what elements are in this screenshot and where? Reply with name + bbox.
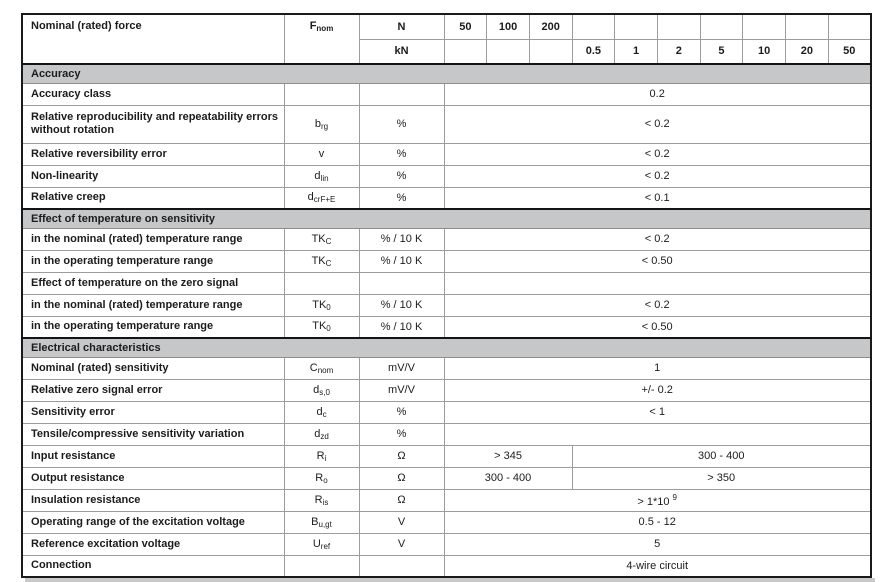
unit-n-cell: N xyxy=(359,14,444,39)
row-zero-signal-heading xyxy=(22,272,871,294)
row-input-resistance xyxy=(22,445,871,467)
section-title: Effect of temperature on sensitivity xyxy=(22,209,871,228)
force-col-kn-8: 10 xyxy=(743,39,786,64)
header-param-label: Nominal (rated) force xyxy=(22,14,284,64)
param-unit: % / 10 K xyxy=(359,316,444,338)
force-col-n-4 xyxy=(572,14,615,39)
param-symbol xyxy=(284,357,359,379)
spec-table xyxy=(21,13,872,578)
param-value-n-range: 300 - 400 xyxy=(444,467,572,489)
param-value: < 0.2 xyxy=(444,294,871,316)
param-value-kn-range: > 350 xyxy=(572,467,871,489)
row-tk-zero-operating xyxy=(22,316,871,338)
param-value: < 0.50 xyxy=(444,250,871,272)
force-col-n-1: 50 xyxy=(444,14,487,39)
force-col-kn-7: 5 xyxy=(700,39,743,64)
param-value: < 0.50 xyxy=(444,316,871,338)
param-value: < 0.2 xyxy=(444,105,871,143)
symbol-sub: lin xyxy=(320,173,329,183)
symbol-main: R xyxy=(314,493,323,506)
param-unit: V xyxy=(359,511,444,533)
row-reference-voltage xyxy=(22,533,871,555)
param-symbol xyxy=(284,533,359,555)
row-reversibility xyxy=(22,143,871,165)
symbol-main: d xyxy=(314,427,321,440)
param-value: < 1 xyxy=(444,401,871,423)
row-creep xyxy=(22,187,871,209)
param-label: Relative reversibility error xyxy=(22,143,284,165)
force-col-n-7 xyxy=(700,14,743,39)
force-col-n-6 xyxy=(657,14,700,39)
param-unit: Ω xyxy=(359,445,444,467)
header-symbol-cell xyxy=(284,14,359,64)
symbol-sub: i xyxy=(324,453,327,463)
param-symbol xyxy=(284,489,359,511)
param-symbol xyxy=(284,467,359,489)
force-col-n-9 xyxy=(786,14,829,39)
force-col-kn-3 xyxy=(529,39,572,64)
row-reproducibility xyxy=(22,105,871,143)
param-value: 5 xyxy=(444,533,871,555)
symbol-main: R xyxy=(316,449,325,462)
param-value: 0.2 xyxy=(444,83,871,105)
param-unit: % / 10 K xyxy=(359,294,444,316)
section-title: Electrical characteristics xyxy=(22,338,871,357)
param-symbol xyxy=(284,250,359,272)
param-unit: Ω xyxy=(359,489,444,511)
symbol-main: d xyxy=(314,169,321,182)
param-unit: % xyxy=(359,105,444,143)
force-col-n-10 xyxy=(828,14,871,39)
section-electrical xyxy=(22,338,871,357)
param-value xyxy=(444,423,871,445)
param-value xyxy=(444,272,871,294)
param-label: Relative zero signal error xyxy=(22,379,284,401)
param-symbol xyxy=(284,445,359,467)
param-value: 0.5 - 12 xyxy=(444,511,871,533)
row-tensile-variation xyxy=(22,423,871,445)
param-unit: mV/V xyxy=(359,357,444,379)
header-row-n xyxy=(22,14,871,39)
force-col-n-2: 100 xyxy=(487,14,530,39)
param-unit: % xyxy=(359,143,444,165)
symbol-sub: s,0 xyxy=(319,387,330,397)
param-symbol xyxy=(284,316,359,338)
param-symbol xyxy=(284,105,359,143)
symbol-sub: c xyxy=(322,409,327,419)
symbol-main: TK xyxy=(311,232,326,245)
row-tk-sens-operating xyxy=(22,250,871,272)
param-symbol xyxy=(284,187,359,209)
param-value: 4-wire circuit xyxy=(444,555,871,577)
row-nonlinearity xyxy=(22,165,871,187)
param-value: < 0.1 xyxy=(444,187,871,209)
param-symbol xyxy=(284,511,359,533)
symbol-sub: zd xyxy=(320,431,329,441)
row-sensitivity-error xyxy=(22,401,871,423)
param-unit: Ω xyxy=(359,467,444,489)
symbol-sub: C xyxy=(325,236,332,246)
param-unit: % xyxy=(359,187,444,209)
symbol-sub: ref xyxy=(320,541,331,551)
section-title: Accuracy xyxy=(22,64,871,83)
symbol-sub: o xyxy=(323,475,328,485)
param-label: Connection xyxy=(22,555,284,577)
table-shadow xyxy=(25,578,875,582)
force-col-kn-2 xyxy=(487,39,530,64)
param-unit: mV/V xyxy=(359,379,444,401)
param-value-n-range: > 345 xyxy=(444,445,572,467)
symbol-main: C xyxy=(309,361,318,374)
symbol-main: TK xyxy=(311,254,326,267)
param-symbol xyxy=(284,401,359,423)
param-symbol xyxy=(284,423,359,445)
param-label: Relative creep xyxy=(22,187,284,209)
param-value: < 0.2 xyxy=(444,143,871,165)
value-main: > 1*10 xyxy=(637,495,670,508)
param-symbol: v xyxy=(284,143,359,165)
param-value: < 0.2 xyxy=(444,228,871,250)
symbol-sub: is xyxy=(322,497,329,507)
param-label: Effect of temperature on the zero signal xyxy=(22,272,284,294)
symbol-sub: 0 xyxy=(326,302,331,312)
symbol-main: d xyxy=(313,383,320,396)
param-label: Input resistance xyxy=(22,445,284,467)
param-symbol xyxy=(284,272,359,294)
param-unit xyxy=(359,272,444,294)
symbol-sub: nom xyxy=(317,365,334,375)
param-label: Relative reproducibility and repeatability errors without rotation xyxy=(22,105,284,143)
param-label: in the operating temperature range xyxy=(22,316,284,338)
symbol-main: TK xyxy=(312,298,327,311)
row-output-resistance xyxy=(22,467,871,489)
param-value xyxy=(444,489,871,511)
symbol-sub: C xyxy=(325,258,332,268)
param-value: +/- 0.2 xyxy=(444,379,871,401)
fnom-symbol: F xyxy=(309,20,317,32)
row-excitation-range xyxy=(22,511,871,533)
force-col-kn-10: 50 xyxy=(828,39,871,64)
param-unit: % / 10 K xyxy=(359,228,444,250)
param-label: Accuracy class xyxy=(22,83,284,105)
param-unit xyxy=(359,83,444,105)
section-accuracy xyxy=(22,64,871,83)
param-label: Insulation resistance xyxy=(22,489,284,511)
param-label: Output resistance xyxy=(22,467,284,489)
param-unit: % xyxy=(359,401,444,423)
symbol-main: R xyxy=(315,471,324,484)
row-insulation-resistance xyxy=(22,489,871,511)
param-unit: V xyxy=(359,533,444,555)
fnom-subscript: nom xyxy=(316,24,334,33)
row-tk-sens-nominal xyxy=(22,228,871,250)
symbol-main: d xyxy=(307,191,314,204)
param-symbol xyxy=(284,379,359,401)
param-value: 1 xyxy=(444,357,871,379)
param-label: in the nominal (rated) temperature range xyxy=(22,228,284,250)
param-label: Non-linearity xyxy=(22,165,284,187)
force-col-kn-6: 2 xyxy=(657,39,700,64)
param-unit: % xyxy=(359,423,444,445)
symbol-main: d xyxy=(316,405,323,418)
section-temperature-sensitivity xyxy=(22,209,871,228)
symbol-main: TK xyxy=(312,320,327,333)
row-sensitivity xyxy=(22,357,871,379)
param-unit xyxy=(359,555,444,577)
param-label: Reference excitation voltage xyxy=(22,533,284,555)
param-label: Nominal (rated) sensitivity xyxy=(22,357,284,379)
force-col-n-3: 200 xyxy=(529,14,572,39)
unit-kn-cell: kN xyxy=(359,39,444,64)
force-col-kn-5: 1 xyxy=(615,39,658,64)
row-accuracy-class xyxy=(22,83,871,105)
param-unit: % / 10 K xyxy=(359,250,444,272)
force-col-kn-1 xyxy=(444,39,487,64)
symbol-sub: rg xyxy=(321,121,329,131)
param-label: Operating range of the excitation voltage xyxy=(22,511,284,533)
value-superscript: 9 xyxy=(672,492,677,502)
force-col-n-8 xyxy=(743,14,786,39)
param-label: in the operating temperature range xyxy=(22,250,284,272)
param-symbol xyxy=(284,228,359,250)
symbol-sub: 0 xyxy=(326,324,331,334)
force-col-n-5 xyxy=(615,14,658,39)
force-col-kn-9: 20 xyxy=(786,39,829,64)
symbol-main: U xyxy=(312,537,321,550)
row-tk-zero-nominal xyxy=(22,294,871,316)
force-col-kn-4: 0.5 xyxy=(572,39,615,64)
symbol-main: B xyxy=(311,515,319,528)
symbol-main: b xyxy=(314,117,321,130)
param-label: Sensitivity error xyxy=(22,401,284,423)
param-symbol xyxy=(284,83,359,105)
param-value: < 0.2 xyxy=(444,165,871,187)
param-symbol xyxy=(284,294,359,316)
symbol-sub: crF+E xyxy=(313,195,336,205)
row-zero-error xyxy=(22,379,871,401)
symbol-sub: u,gt xyxy=(318,519,332,529)
param-symbol xyxy=(284,165,359,187)
param-label: Tensile/compressive sensitivity variation xyxy=(22,423,284,445)
param-label: in the nominal (rated) temperature range xyxy=(22,294,284,316)
row-connection xyxy=(22,555,871,577)
param-value-kn-range: 300 - 400 xyxy=(572,445,871,467)
param-unit: % xyxy=(359,165,444,187)
param-symbol xyxy=(284,555,359,577)
